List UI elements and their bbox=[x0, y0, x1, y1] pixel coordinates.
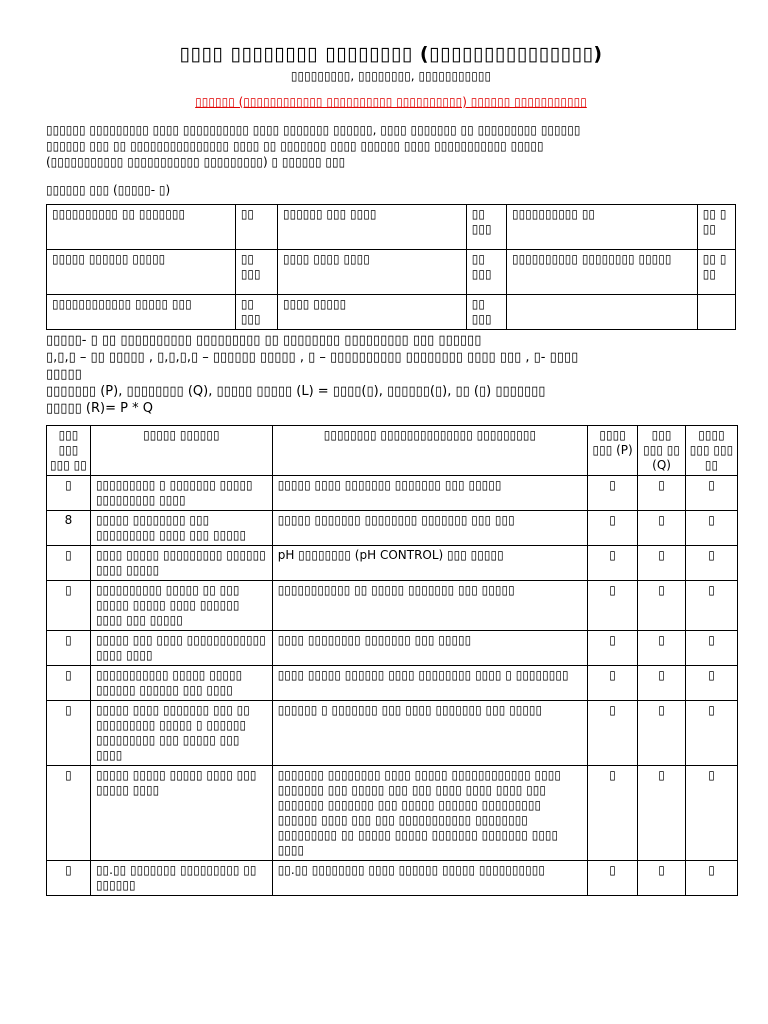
table-cell: ▯▯▯▯▯ ▯▯▯▯▯▯▯ ▯▯▯▯▯▯▯▯ ▯▯▯▯▯▯▯ ▯▯▯ ▯▯▯ bbox=[272, 511, 587, 546]
table-cell: ▯▯ ▯▯▯ bbox=[235, 250, 277, 295]
table-header-row bbox=[47, 426, 738, 476]
table-row bbox=[47, 701, 738, 766]
risk-table bbox=[46, 425, 738, 896]
table-cell: ▯▯▯▯ ▯▯▯▯▯▯▯▯ ▯▯▯▯▯▯▯ ▯▯▯ ▯▯▯▯▯ bbox=[272, 631, 587, 666]
legend-line: ▯,▯,▯ – ▯▯ ▯▯▯▯▯ , ▯,▯,▯,▯ – ▯▯▯▯▯▯ ▯▯▯▯▯ , ▯ – ▯▯▯▯▯▯▯▯▯▯ ▯▯▯▯▯▯▯▯ ▯▯▯▯ ▯▯▯ , ▯- ▯▯▯▯ bbox=[46, 350, 579, 365]
table-row bbox=[47, 861, 738, 896]
table-row bbox=[47, 476, 738, 511]
intro-paragraph bbox=[46, 122, 736, 170]
table-cell: ▯ bbox=[47, 631, 91, 666]
section-heading: ▯▯▯▯▯▯ ▯▯▯ (▯▯▯▯▯- ▯) bbox=[46, 183, 171, 197]
table-cell: ▯ bbox=[588, 701, 638, 766]
table-cell: ▯▯▯▯ ▯▯▯▯▯ bbox=[277, 295, 466, 330]
table-cell: ▯ bbox=[686, 631, 738, 666]
table-cell: ▯▯▯▯▯▯▯▯▯▯ ▯▯▯▯▯ ▯▯ ▯▯▯ ▯▯▯▯▯ ▯▯▯▯▯ ▯▯▯▯ ▯▯▯▯▯▯ ▯▯▯▯ ▯▯▯ ▯▯▯▯▯ bbox=[90, 581, 272, 631]
table-cell: ▯▯▯▯▯▯▯▯▯▯ ▯▯ ▯▯▯▯▯▯▯ bbox=[47, 205, 236, 250]
table-row bbox=[47, 766, 738, 861]
table-cell: ▯▯▯▯▯▯▯▯▯▯ ▯▯ bbox=[506, 205, 697, 250]
column-header: ▯▯▯▯▯ ▯▯▯▯▯▯ bbox=[90, 426, 272, 476]
legend-line: ▯▯▯▯▯ (R)= P * Q bbox=[46, 401, 153, 416]
table-cell: ▯ bbox=[588, 476, 638, 511]
table-cell: ▯ bbox=[47, 581, 91, 631]
table-cell: ▯▯▯▯▯▯▯▯▯▯▯ ▯▯ ▯▯▯▯▯ ▯▯▯▯▯▯▯ ▯▯▯ ▯▯▯▯▯ bbox=[272, 581, 587, 631]
legend-line: ▯▯▯▯▯▯▯ (P), ▯▯▯▯▯▯▯▯ (Q), ▯▯▯▯▯ ▯▯▯▯▯ (L) = ▯▯▯▯(▯), ▯▯▯▯▯▯(▯), ▯▯ (▯) ▯▯▯▯▯▯▯ bbox=[46, 384, 546, 399]
table-cell: ▯ bbox=[47, 861, 91, 896]
table-cell: ▯▯▯▯▯ ▯▯▯▯▯▯ ▯▯▯▯▯ bbox=[47, 250, 236, 295]
info-table bbox=[46, 204, 736, 330]
document-page bbox=[46, 42, 736, 896]
table-row bbox=[47, 546, 738, 581]
page-subtitle: ▯▯▯▯▯▯▯▯▯, ▯▯▯▯▯▯▯▯, ▯▯▯▯▯▯▯▯▯▯▯ bbox=[290, 69, 492, 83]
table-cell: ▯ bbox=[638, 631, 686, 666]
column-header: ▯▯▯▯▯▯▯▯ ▯▯▯▯▯▯▯▯▯▯▯▯▯▯ ▯▯▯▯▯▯▯▯▯ bbox=[272, 426, 587, 476]
table-cell: ▯▯▯▯▯ ▯▯▯ ▯▯▯▯ ▯▯▯▯▯▯▯▯▯▯▯▯ ▯▯▯▯ ▯▯▯▯ bbox=[90, 631, 272, 666]
table-cell: ▯ bbox=[47, 546, 91, 581]
intro-line: ▯▯▯▯▯▯ ▯▯▯ ▯▯ ▯▯▯▯▯▯▯▯▯▯▯▯▯▯▯ ▯▯▯▯ ▯▯ ▯▯▯▯▯▯▯ ▯▯▯▯ ▯▯▯▯▯▯ ▯▯▯▯ ▯▯▯▯▯▯▯▯▯▯▯ ▯▯▯▯▯ bbox=[46, 139, 544, 153]
table-cell: ▯▯▯▯▯▯▯▯▯ ▯ ▯▯▯▯▯▯▯ ▯▯▯▯▯ ▯▯▯▯▯▯▯▯▯ ▯▯▯▯ bbox=[90, 476, 272, 511]
table-cell: ▯ bbox=[638, 476, 686, 511]
table-cell: ▯▯▯▯▯ ▯▯▯▯▯ ▯▯▯▯▯ ▯▯▯▯ ▯▯▯ ▯▯▯▯▯ ▯▯▯▯ bbox=[90, 766, 272, 861]
page-title: ▯▯▯▯ ▯▯▯▯▯▯▯▯ ▯▯▯▯▯▯▯▯ (▯▯▯▯▯▯▯▯▯▯▯▯▯▯▯) bbox=[179, 43, 603, 65]
table-cell: ▯▯▯▯▯▯▯ ▯▯▯▯▯▯▯▯ ▯▯▯▯ ▯▯▯▯▯ ▯▯▯▯▯▯▯▯▯▯▯▯ ▯▯▯▯ ▯▯▯▯▯▯▯ ▯▯▯ ▯▯▯▯▯ ▯▯▯ ▯▯▯ ▯▯▯▯ ▯▯▯▯ ▯▯▯▯ ▯▯▯ ▯▯▯▯▯▯▯ ▯▯▯▯▯▯▯ ▯▯▯ ▯▯▯▯▯ ▯▯▯▯▯▯ ▯▯▯▯▯▯▯▯▯ ▯▯▯▯▯▯ ▯▯▯▯ ▯▯▯ ▯▯▯ ▯▯▯▯▯▯▯▯▯▯▯ ▯▯▯▯▯▯▯▯ ▯▯▯▯▯▯▯▯▯ ▯▯ ▯▯▯▯▯ ▯▯▯▯▯ ▯▯▯▯▯▯▯ ▯▯▯▯▯▯▯ ▯▯▯▯ ▯▯▯▯ bbox=[272, 766, 587, 861]
table-cell: 8 bbox=[47, 511, 91, 546]
table-row bbox=[47, 581, 738, 631]
legend-block bbox=[46, 332, 736, 417]
table-cell: ▯▯▯▯▯▯▯▯▯▯ ▯▯▯▯▯▯▯▯ ▯▯▯▯▯ bbox=[506, 250, 697, 295]
legend-line: ▯▯▯▯▯ bbox=[46, 367, 82, 382]
column-header: ▯▯▯▯ ▯▯▯ (P) bbox=[588, 426, 638, 476]
table-row bbox=[47, 511, 738, 546]
table-cell: ▯ bbox=[686, 766, 738, 861]
table-cell: ▯▯▯▯▯ ▯▯▯▯ ▯▯▯▯▯▯▯ ▯▯▯▯▯▯▯ ▯▯▯ ▯▯▯▯▯ bbox=[272, 476, 587, 511]
legend-line: ▯▯▯▯▯- ▯ ▯▯ ▯▯▯▯▯▯▯▯▯▯ ▯▯▯▯▯▯▯▯▯ ▯▯ ▯▯▯▯▯▯▯▯ ▯▯▯▯▯▯▯▯▯ ▯▯▯ ▯▯▯▯▯▯ bbox=[46, 333, 482, 348]
table-cell: ▯▯▯▯▯ ▯▯▯▯▯▯▯▯ ▯▯▯ ▯▯▯▯▯▯▯▯▯ ▯▯▯▯ ▯▯▯ ▯▯▯▯▯ bbox=[90, 511, 272, 546]
risk-table-body bbox=[47, 476, 738, 896]
table-cell: ▯ bbox=[638, 546, 686, 581]
table-cell: ▯▯ ▯ ▯▯ bbox=[697, 250, 735, 295]
table-cell: ▯ bbox=[638, 666, 686, 701]
table-cell: ▯ bbox=[47, 701, 91, 766]
table-cell: ▯▯▯▯▯▯▯▯▯▯▯ ▯▯▯▯▯ ▯▯▯▯▯ ▯▯▯▯▯▯ ▯▯▯▯▯▯ ▯▯▯ ▯▯▯▯ bbox=[90, 666, 272, 701]
table-cell: ▯ bbox=[588, 546, 638, 581]
table-cell: ▯ bbox=[588, 581, 638, 631]
table-cell: ▯ bbox=[638, 861, 686, 896]
table-cell: ▯ bbox=[638, 581, 686, 631]
table-cell: ▯▯ bbox=[235, 205, 277, 250]
table-cell: ▯ bbox=[686, 511, 738, 546]
table-cell: ▯ bbox=[686, 861, 738, 896]
table-cell: ▯ bbox=[638, 701, 686, 766]
table-cell: ▯ bbox=[686, 476, 738, 511]
table-cell bbox=[506, 295, 697, 330]
table-cell: ▯▯▯▯▯▯▯▯▯▯▯▯ ▯▯▯▯▯ ▯▯▯ bbox=[47, 295, 236, 330]
table-cell: ▯ bbox=[588, 631, 638, 666]
table-cell: ▯ bbox=[47, 666, 91, 701]
intro-line: ▯▯▯▯▯▯ ▯▯▯▯▯▯▯▯▯ ▯▯▯▯ ▯▯▯▯▯▯▯▯▯▯ ▯▯▯▯ ▯▯▯▯▯▯▯ ▯▯▯▯▯▯, ▯▯▯▯ ▯▯▯▯▯▯▯ ▯▯ ▯▯▯▯▯▯▯▯▯ ▯▯▯▯▯▯ bbox=[46, 123, 581, 137]
table-cell: ▯▯ ▯▯▯ bbox=[466, 250, 506, 295]
table-cell: ▯ bbox=[47, 476, 91, 511]
red-heading: ▯▯▯▯▯▯ (▯▯▯▯▯▯▯▯▯▯▯▯ ▯▯▯▯▯▯▯▯▯▯ ▯▯▯▯▯▯▯▯▯▯) ▯▯▯▯▯▯ ▯▯▯▯▯▯▯▯▯▯▯ bbox=[195, 95, 587, 109]
table-cell: ▯▯▯▯ ▯▯▯▯▯ ▯▯▯▯▯▯▯▯▯ ▯▯▯▯▯▯ ▯▯▯▯ ▯▯▯▯▯ bbox=[90, 546, 272, 581]
column-header: ▯▯▯ ▯▯▯ ▯▯▯ ▯▯ bbox=[47, 426, 91, 476]
table-cell: ▯▯ ▯ ▯▯ bbox=[697, 205, 735, 250]
table-row bbox=[47, 631, 738, 666]
table-cell: ▯▯ ▯▯▯ bbox=[235, 295, 277, 330]
table-cell: ▯ bbox=[638, 511, 686, 546]
table-row bbox=[47, 205, 736, 250]
table-cell: ▯▯.▯▯ ▯▯▯▯▯▯▯ ▯▯▯▯▯▯▯▯▯ ▯▯ ▯▯▯▯▯▯ bbox=[90, 861, 272, 896]
table-row bbox=[47, 666, 738, 701]
table-cell: ▯ bbox=[686, 546, 738, 581]
table-cell: ▯▯ ▯▯▯ bbox=[466, 295, 506, 330]
table-row bbox=[47, 295, 736, 330]
column-header: ▯▯▯ ▯▯▯ ▯▯ (Q) bbox=[638, 426, 686, 476]
table-cell: ▯▯.▯▯ ▯▯▯▯▯▯▯▯ ▯▯▯▯ ▯▯▯▯▯▯ ▯▯▯▯▯ ▯▯▯▯▯▯▯▯▯▯ bbox=[272, 861, 587, 896]
table-cell: ▯ bbox=[588, 666, 638, 701]
table-cell: pH ▯▯▯▯▯▯▯▯ (pH CONTROL) ▯▯▯ ▯▯▯▯▯ bbox=[272, 546, 587, 581]
table-cell: ▯▯▯▯▯▯ ▯ ▯▯▯▯▯▯▯ ▯▯▯ ▯▯▯▯ ▯▯▯▯▯▯▯ ▯▯▯ ▯▯▯▯▯ bbox=[272, 701, 587, 766]
table-cell: ▯ bbox=[686, 666, 738, 701]
column-header: ▯▯▯▯ ▯▯▯ ▯▯▯ ▯▯ bbox=[686, 426, 738, 476]
table-cell: ▯ bbox=[686, 581, 738, 631]
table-cell: ▯ bbox=[588, 766, 638, 861]
table-cell: ▯ bbox=[47, 766, 91, 861]
table-cell: ▯▯ ▯▯▯ bbox=[466, 205, 506, 250]
table-row bbox=[47, 250, 736, 295]
table-cell bbox=[697, 295, 735, 330]
table-cell: ▯▯▯▯ ▯▯▯▯ ▯▯▯▯ bbox=[277, 250, 466, 295]
table-cell: ▯▯▯▯▯▯ ▯▯▯ ▯▯▯▯ bbox=[277, 205, 466, 250]
table-cell: ▯ bbox=[638, 766, 686, 861]
table-cell: ▯ bbox=[686, 701, 738, 766]
table-cell: ▯ bbox=[588, 511, 638, 546]
table-cell: ▯▯▯▯▯ ▯▯▯▯ ▯▯▯▯▯▯▯ ▯▯▯ ▯▯ ▯▯▯▯▯▯▯▯▯ ▯▯▯▯▯ ▯ ▯▯▯▯▯▯ ▯▯▯▯▯▯▯▯▯ ▯▯▯ ▯▯▯▯▯ ▯▯▯ ▯▯▯▯ bbox=[90, 701, 272, 766]
table-cell: ▯▯▯▯ ▯▯▯▯▯ ▯▯▯▯▯▯ ▯▯▯▯ ▯▯▯▯▯▯▯▯ ▯▯▯▯ ▯ ▯▯▯▯▯▯▯▯ bbox=[272, 666, 587, 701]
table-cell: ▯ bbox=[588, 861, 638, 896]
intro-line: (▯▯▯▯▯▯▯▯▯▯▯ ▯▯▯▯▯▯▯▯▯▯▯ ▯▯▯▯▯▯▯▯▯) ▯ ▯▯▯▯▯▯ ▯▯▯ bbox=[46, 155, 346, 169]
